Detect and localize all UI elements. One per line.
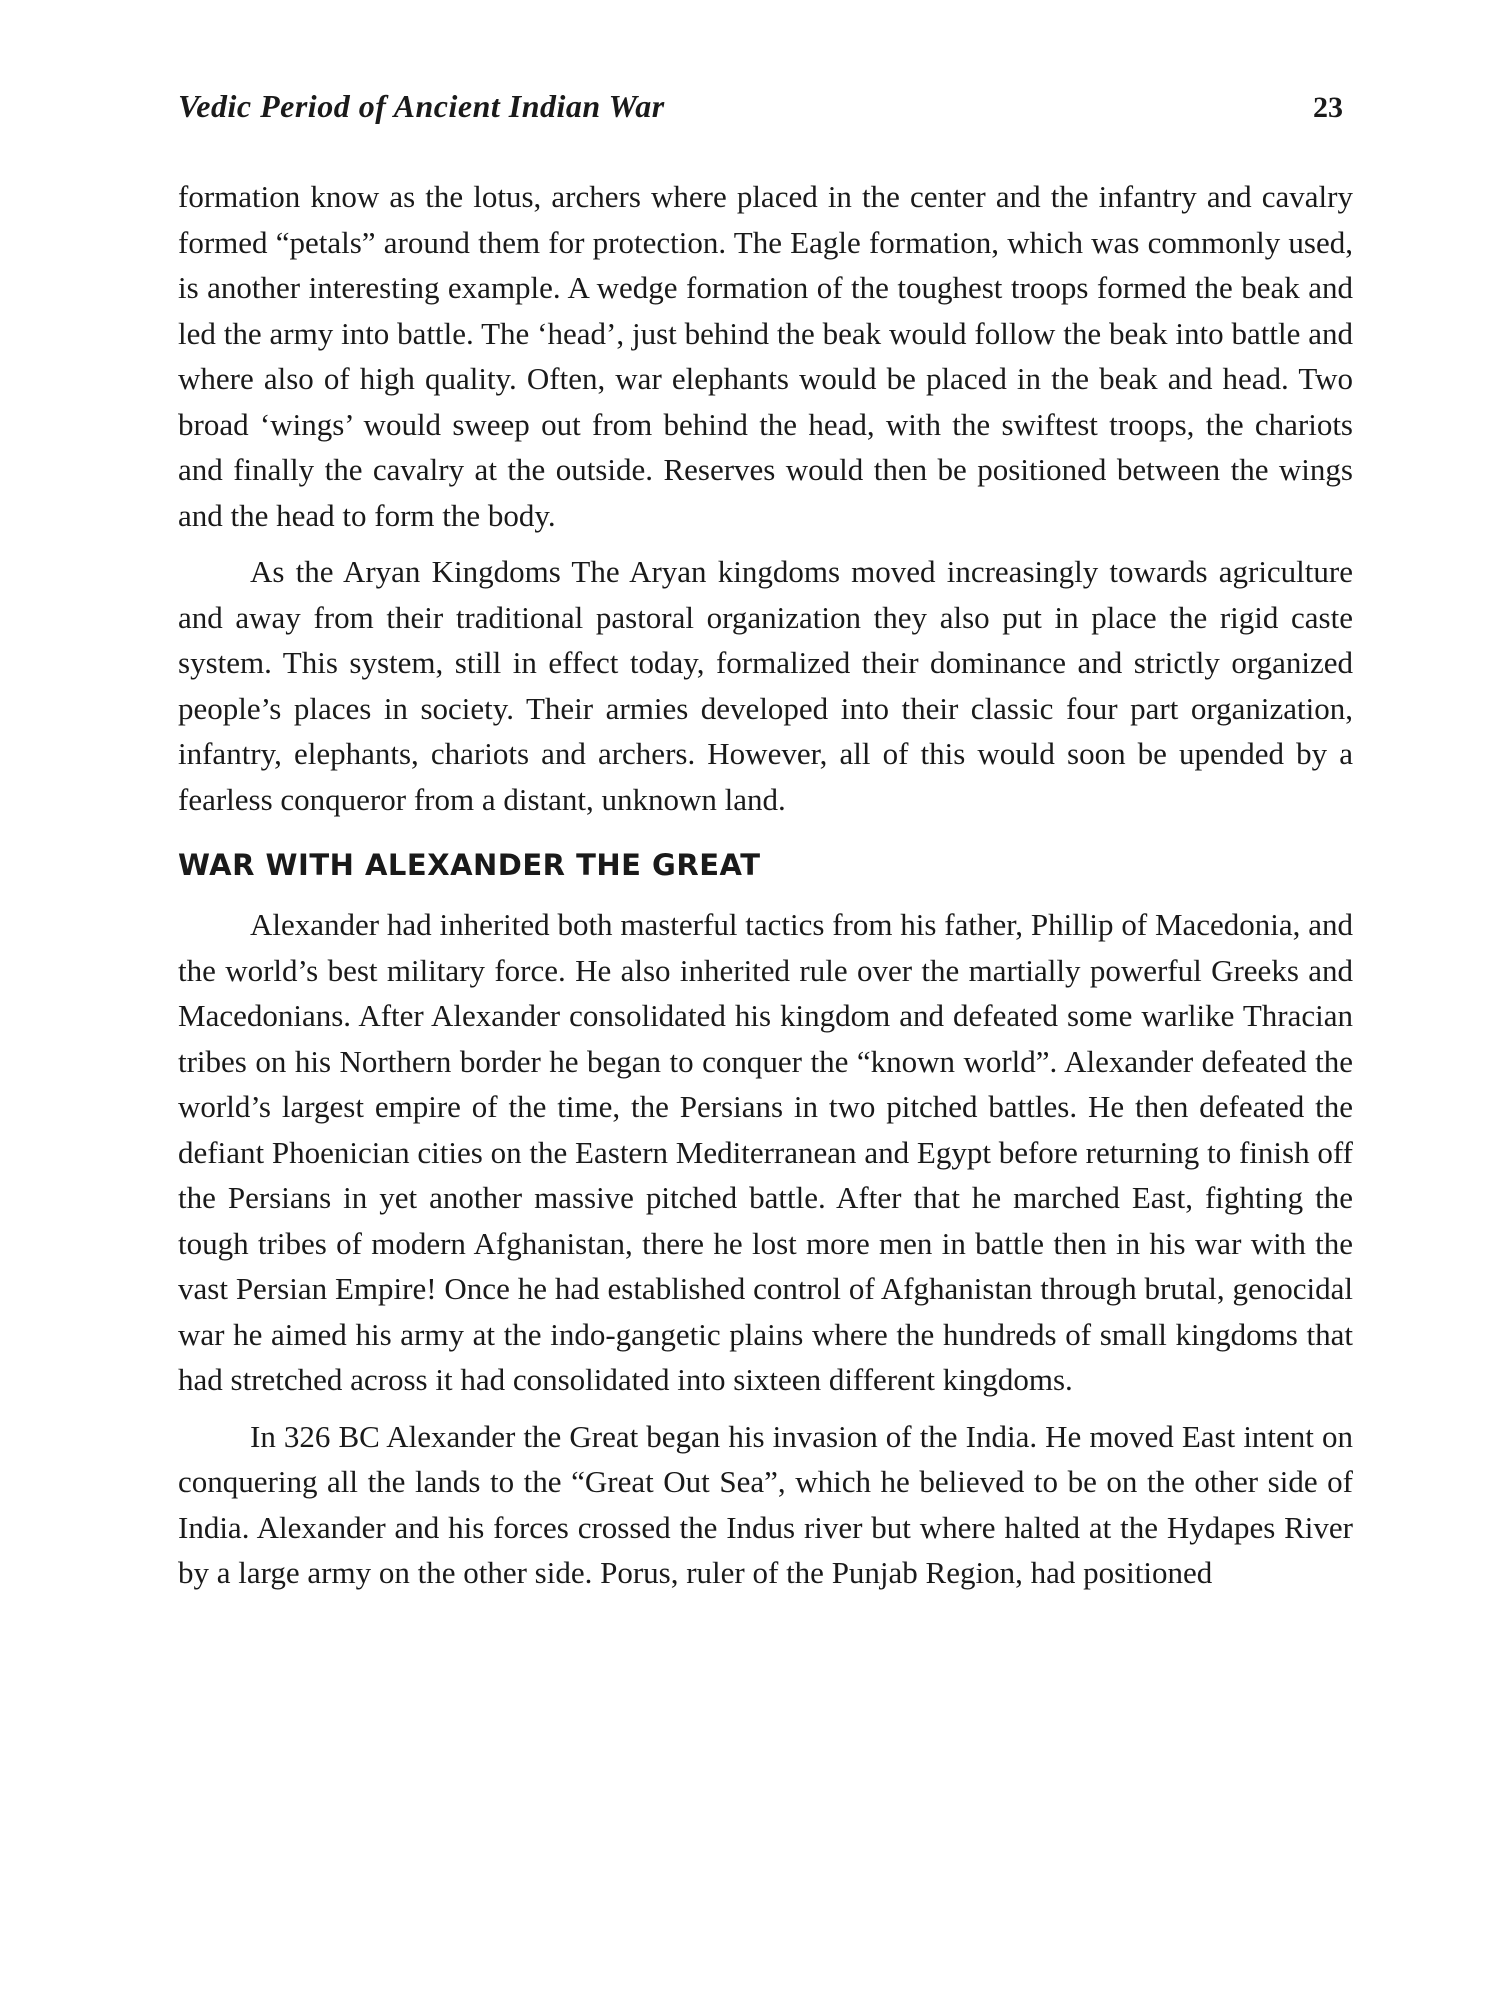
paragraph-formations: formation know as the lotus, archers where placed in the center and the infantry and cavalry formed “petals” around them for protection. The Eagle formation, which was commonly used, is another interesting example. A wedge formation of the toughest troops formed the beak and led the army into battle. The ‘head’, just behind the beak would follow the beak into battle and where also of high quality. Often, war elephants would be placed in the beak and head. Two broad ‘wings’ would sweep out from behind the head, with the swiftest troops, the chariots and finally the cavalry at the outside. Reserves would then be positioned between the wings and the head to form the body. bbox=[178, 179, 1353, 533]
body-text bbox=[178, 174, 1353, 1596]
paragraph-invasion: In 326 BC Alexander the Great began his invasion of the India. He moved East intent on conquering all the lands to the “Great Out Sea”, which he believed to be on the other side of India. Alexander and his forces crossed the Indus river but where halted at the Hydapes River by a large army on the other side. Porus, ruler of the Punjab Region, had positioned bbox=[178, 1418, 1353, 1590]
paragraph-aryan-kingdoms: As the Aryan Kingdoms The Aryan kingdoms moved increasingly towards agriculture and away from their traditional pastoral organization they also put in place the rigid caste system. This system, still in effect today, formalized their dominance and strictly organized people’s places in society. Their armies developed into their classic four part organization, infantry, elephants, chariots and archers. However, all of this would soon be upended by a fearless conqueror from a distant, unknown land. bbox=[178, 554, 1353, 817]
paragraph-alexander: Alexander had inherited both masterful tactics from his father, Phillip of Macedonia, and the world’s best military force. He also inherited rule over the martially powerful Greeks and Macedonians. After Alexander consolidated his kingdom and defeated some warlike Thracian tribes on his Northern border he began to conquer the “known world”. Alexander defeated the world’s largest empire of the time, the Persians in two pitched battles. He then defeated the defiant Phoenician cities on the Eastern Mediterranean and Egypt before returning to finish off the Persians in yet another massive pitched battle. After that he marched East, fighting the tough tribes of modern Afghanistan, there he lost more men in battle then in his war with the vast Persian Empire! Once he had established control of Afghanistan through brutal, genocidal war he aimed his army at the indo-gangetic plains where the hundreds of small kingdoms that had stretched across it had consolidated into sixteen different kingdoms. bbox=[178, 907, 1353, 1397]
book-page bbox=[178, 88, 1353, 1607]
running-header bbox=[178, 88, 1353, 148]
running-title: Vedic Period of Ancient Indian War bbox=[178, 88, 665, 124]
section-heading: WAR WITH ALEXANDER THE GREAT bbox=[178, 848, 761, 882]
page-number: 23 bbox=[1313, 91, 1343, 124]
